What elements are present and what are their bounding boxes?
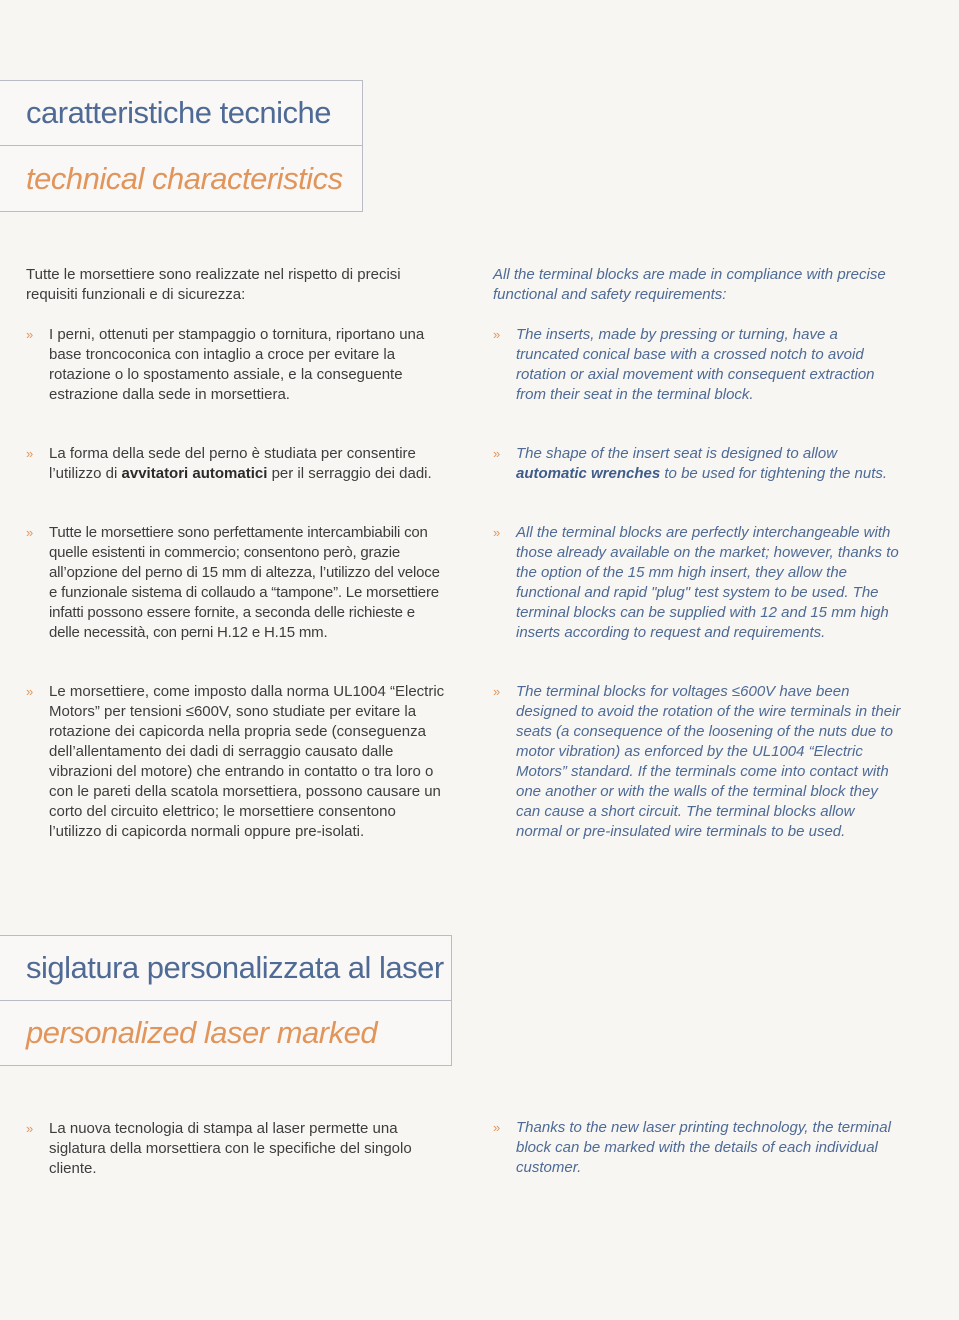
bullet-icon: »	[26, 684, 34, 699]
intro-italian: Tutte le morsettiere sono realizzate nel rispetto di precisi requisiti funzionali e di sicurezza:	[26, 266, 401, 303]
list-item	[493, 1118, 903, 1178]
bullet-icon: »	[493, 446, 501, 461]
item-text-italian: Tutte le morsettiere sono perfettamente intercambiabili con quelle esistenti in commercio; consentono però, grazie all’opzione del perno di 15 mm di altezza, l’utilizzo del veloce e funzionale sistema di collaudo a “tampone”. Le morsettiere infatti possono essere fornite, a seconda delle richieste e delle necessità, con perni H.12 e H.15 mm.	[49, 524, 440, 641]
item-text-italian: La nuova tecnologia di stampa al laser permette una siglatura della morsettiera con le specifiche del singolo cliente.	[49, 1120, 412, 1177]
item-text-italian: I perni, ottenuti per stampaggio o tornitura, riportano una base troncoconica con intaglio a croce per evitare la rotazione o lo spostamento assiale, e la conseguente estrazione dalla sede in morsettiera.	[49, 326, 425, 403]
item-text-italian: La forma della sede del perno è studiata per consentire l’utilizzo di avvitatori automatici per il serraggio dei dadi.	[49, 445, 432, 482]
list-item	[26, 682, 446, 842]
item-text-english: Thanks to the new laser printing technology, the terminal block can be marked with the details of each individual customer.	[516, 1119, 891, 1176]
emphasis-text: automatic wrenches	[516, 465, 661, 482]
italian-column	[26, 265, 446, 305]
list-item	[26, 444, 446, 484]
list-item	[26, 325, 446, 405]
section-title-box-laser	[0, 935, 452, 1066]
title-row-english	[0, 1001, 451, 1066]
item-text-english: The shape of the insert seat is designed to allow automatic wrenches to be used for tightening the nuts.	[516, 445, 888, 482]
bullet-icon: »	[493, 525, 501, 540]
list-item	[493, 523, 903, 643]
bullet-icon: »	[493, 327, 501, 342]
item-text-english: All the terminal blocks are perfectly interchangeable with those already available on the market; however, thanks to the option of the 15 mm high insert, they allow the functional and rapid "plug" test system to be used. The terminal blocks can be supplied with 12 and 15 mm high inserts according to request and requirements.	[516, 524, 899, 641]
list-item	[26, 523, 446, 643]
english-column	[493, 265, 903, 305]
section-title-box-technical	[0, 80, 363, 212]
emphasis-text: avvitatori automatici	[121, 465, 268, 482]
section-title-english: technical characteristics	[26, 160, 343, 196]
list-item	[493, 444, 903, 484]
bullet-icon: »	[493, 1120, 501, 1135]
section-title-italian: siglatura personalizzata al laser	[26, 949, 444, 985]
item-text-italian: Le morsettiere, come imposto dalla norma UL1004 “Electric Motors” per tensioni ≤600V, sono studiate per evitare la rotazione dei capicorda nella propria sede (conseguenza dell’allentamento dei dadi di serraggio causato dalle vibrazioni del motore) che entrando in contatto o tra loro o con le pareti della scatola morsettiera, possono causare un corto del circuito elettrico; le morsettiere consentono l’utilizzo di capicorda normali oppure pre-isolati.	[49, 683, 445, 840]
list-item	[493, 682, 903, 842]
bullet-icon: »	[493, 684, 501, 699]
bullet-icon: »	[26, 327, 34, 342]
list-item	[26, 1119, 446, 1179]
bullet-icon: »	[26, 446, 34, 461]
section-title-italian: caratteristiche tecniche	[26, 95, 332, 130]
title-row-english	[0, 146, 362, 211]
intro-english: All the terminal blocks are made in compliance with precise functional and safety requirements:	[493, 266, 886, 303]
title-row-italian	[0, 936, 451, 1001]
list-item	[493, 325, 903, 405]
bullet-icon: »	[26, 525, 34, 540]
item-text-english: The terminal blocks for voltages ≤600V have been designed to avoid the rotation of the wire terminals in their seats (a consequence of the loosening of the nuts due to motor vibration) as enforced by the UL1004 “Electric Motors” standard. If the terminals come into contact with one another or with the walls of the terminal block they can cause a short circuit. The terminal blocks allow normal or pre-insulated wire terminals to be used.	[516, 683, 901, 840]
title-row-italian	[0, 81, 362, 146]
bullet-icon: »	[26, 1121, 34, 1136]
section-title-english: personalized laser marked	[26, 1014, 378, 1050]
item-text-english: The inserts, made by pressing or turning, have a truncated conical base with a crossed notch to avoid rotation or axial movement with consequent extraction from their seat in the terminal block.	[516, 326, 875, 403]
